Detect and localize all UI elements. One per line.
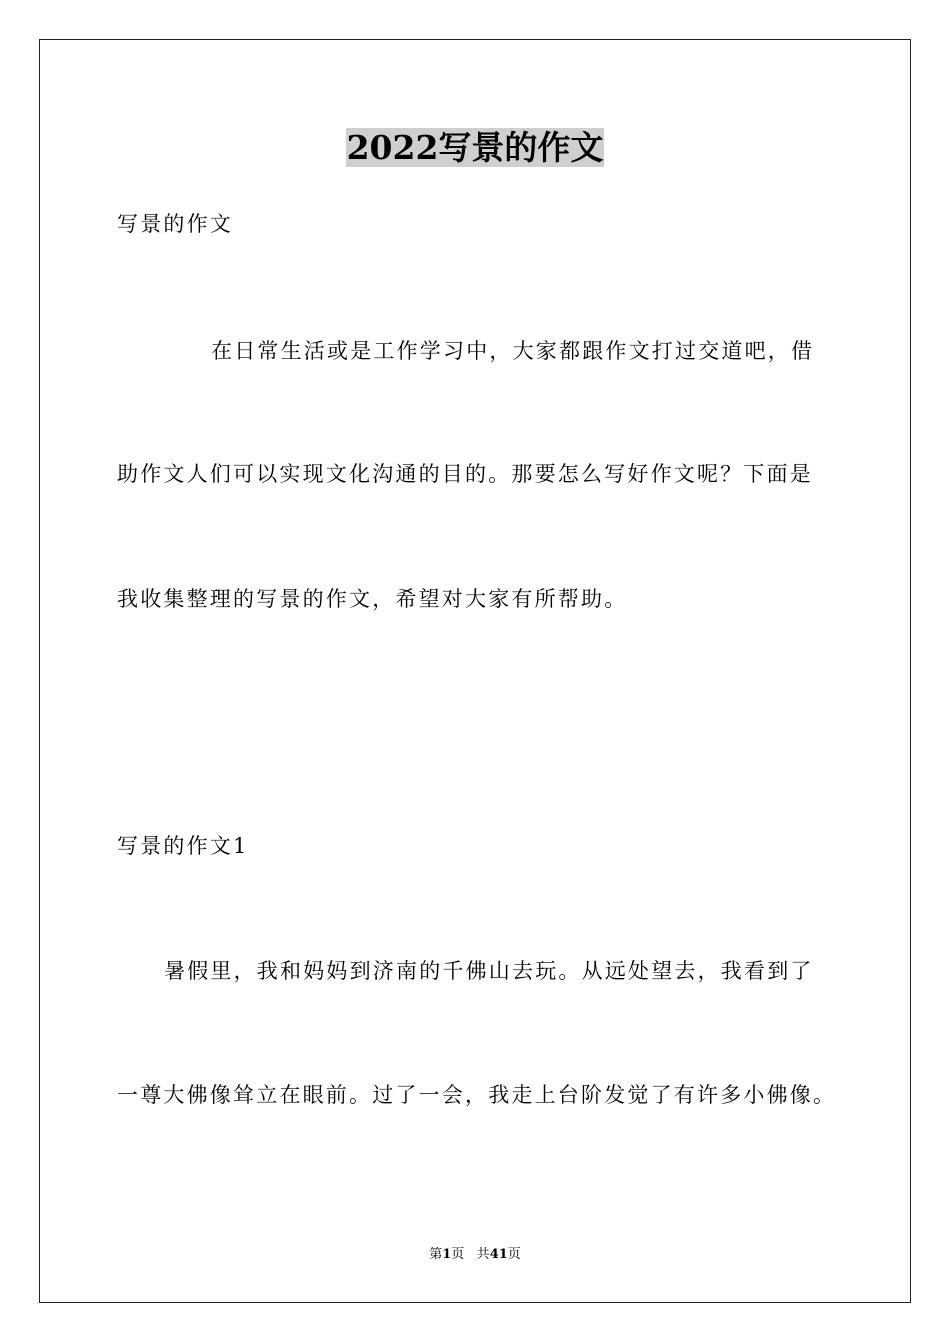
footer-total-prefix: 共 [476, 1247, 490, 1262]
intro-line-3: 我收集整理的写景的作文，希望对大家有所帮助。 [117, 587, 628, 611]
subtitle: 写景的作文 [117, 212, 233, 236]
section-heading: 写景的作文1 [117, 834, 249, 858]
document-title-text: 2022写景的作文 [346, 128, 604, 167]
section-line-1: 暑假里，我和妈妈到济南的千佛山去玩。从远处望去，我看到了 [164, 959, 814, 983]
footer-page-suffix: 页 [451, 1247, 465, 1262]
intro-line-2: 助作文人们可以实现文化沟通的目的。那要怎么写好作文呢？下面是 [117, 462, 813, 486]
intro-line-1: 在日常生活或是工作学习中，大家都跟作文打过交道吧，借 [211, 339, 815, 363]
footer-total-suffix: 页 [507, 1247, 521, 1262]
section-line-2: 一尊大佛像耸立在眼前。过了一会，我走上台阶发觉了有许多小佛像。 [117, 1083, 837, 1107]
document-title [0, 126, 950, 170]
footer-total-pages: 41 [489, 1247, 508, 1262]
page-footer [0, 1246, 950, 1264]
footer-page-number: 1 [442, 1247, 452, 1262]
footer-page-prefix: 第 [429, 1247, 443, 1262]
